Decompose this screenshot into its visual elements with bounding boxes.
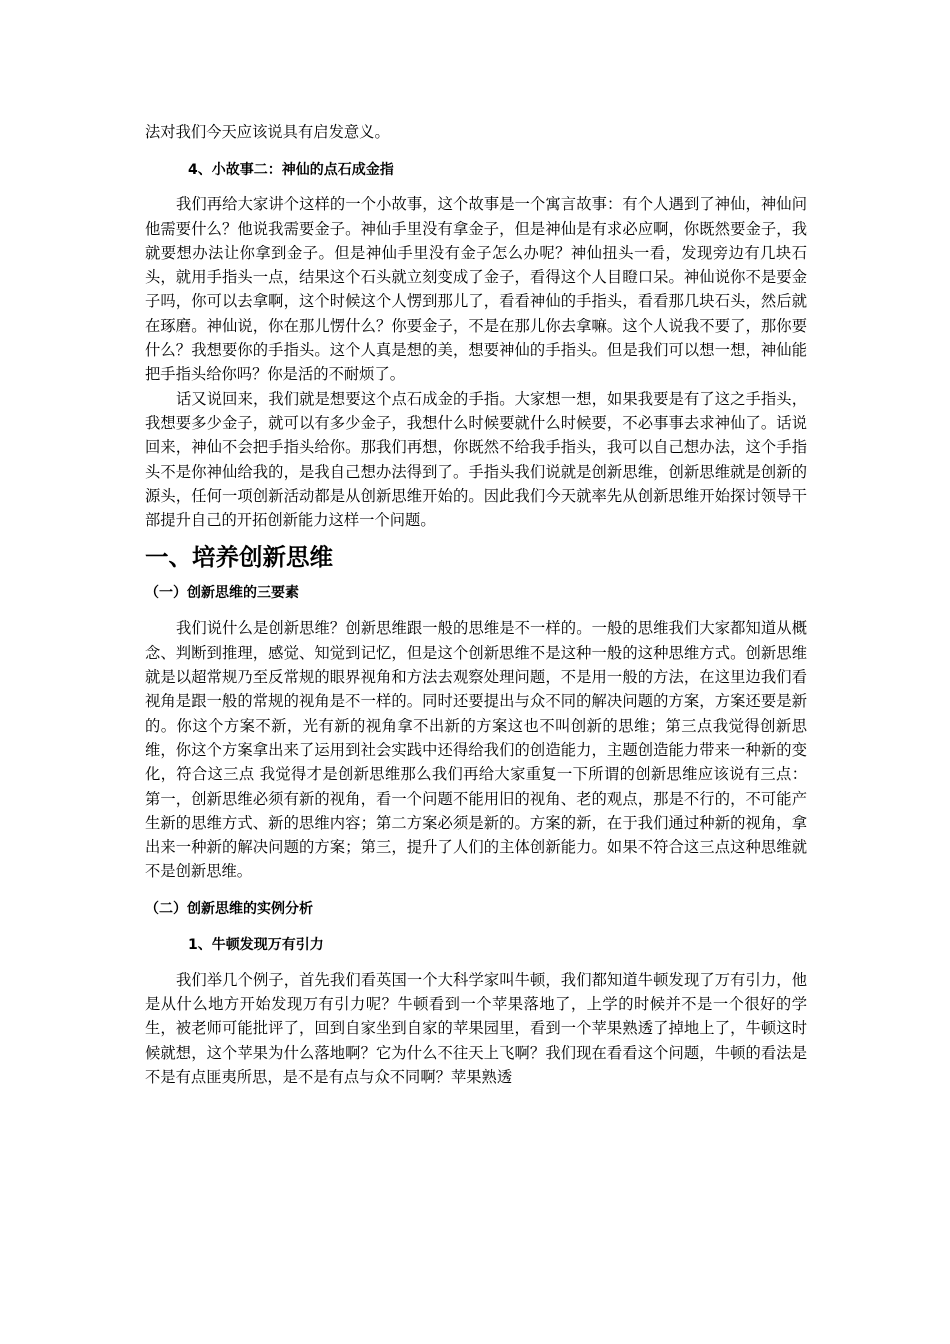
heading-subsection-one: （一）创新思维的三要素 <box>145 585 299 602</box>
heading-section-one: 一、培养创新思维 <box>145 543 333 572</box>
paragraph-story-two-a: 我们再给大家讲个这样的一个小故事，这个故事是一个寓言故事：有个人遇到了神仙，神仙问他需要什么？他说我需要金子。神仙手里没有拿金子，但是神仙是有求必应啊，你既然要金子，我就要想办法让你拿到金子。但是神仙手里没有金子怎么办呢？神仙扭头一看，发现旁边有几块石头，就用手指头一点，结果这个石头就立刻变成了金子，看得这个人目瞪口呆。神仙说你不是要金子吗，你可以去拿啊，这个时候这个人愣到那儿了，看看神仙的手指头，看看那几块石头，然后就在琢磨。神仙说，你在那儿愣什么？你要金子，不是在那儿你去拿嘛。这个人说我不要了，那你要什么？我想要你的手指头。这个人真是想的美，想要神仙的手指头。但是我们可以想一想，神仙能把手指头给你吗？你是活的不耐烦了。 <box>145 195 807 384</box>
paragraph-newton: 我们举几个例子，首先我们看英国一个大科学家叫牛顿，我们都知道牛顿发现了万有引力，他是从什么地方开始发现万有引力呢？牛顿看到一个苹果落地了，上学的时候并不是一个很好的学生，被老师可能批评了，回到自家坐到自家的苹果园里，看到一个苹果熟透了掉地上了，牛顿这时候就想，这个苹果为什么落地啊？它为什么不往天上飞啊？我们现在看看这个问题，牛顿的看法是不是有点匪夷所思，是不是有点与众不同啊？苹果熟透 <box>145 970 807 1086</box>
paragraph-intro-tail: 法对我们今天应该说具有启发意义。 <box>145 123 390 141</box>
document-body <box>145 120 807 1089</box>
heading-subsection-two: （二）创新思维的实例分析 <box>145 900 313 917</box>
paragraph-subsection-one: 我们说什么是创新思维？创新思维跟一般的思维是不一样的。一般的思维我们大家都知道从概念、判断到推理，感觉、知觉到记忆，但是这个创新思维不是这种一般的这种思维方式。创新思维就是以超常规乃至反常规的眼界视角和方法去观察处理问题，不是用一般的方法，在这里边我们看视角是跟一般的常规的视角是不一样的。同时还要提出与众不同的解决问题的方案，方案还要是新的。你这个方案不新，光有新的视角拿不出新的方案这也不叫创新的思维；第三点我觉得创新思维，你这个方案拿出来了运用到社会实践中还得给我们的创造能力，主题创造能力带来一种新的变化，符合这三点 我觉得才是创新思维那么我们再给大家重复一下所谓的创新思维应该说有三点：第一，创新思维必须有新的视角，看一个问题不能用旧的视角、老的观点，那是不行的，不可能产生新的思维方式、新的思维内容；第二方案必须是新的。方案的新，在于我们通过种新的视角，拿出来一种新的解决问题的方案；第三，提升了人们的主体创新能力。如果不符合这三点这种思维就不是创新思维。 <box>145 619 807 881</box>
heading-story-two: 4、小故事二：神仙的点石成金指 <box>188 162 394 179</box>
paragraph-story-two-b: 话又说回来，我们就是想要这个点石成金的手指。大家想一想，如果我要是有了这之手指头，我想要多少金子，就可以有多少金子，我想什么时候要就什么时候要，不必事事去求神仙了。话说回来，神仙不会把手指头给你。那我们再想，你既然不给我手指头，我可以自己想办法，这个手指头不是你神仙给我的，是我自己想办法得到了。手指头我们说就是创新思维，创新思维就是创新的源头，任何一项创新活动都是从创新思维开始的。因此我们今天就率先从创新思维开始探讨领导干部提升自己的开拓创新能力这样一个问题。 <box>145 389 807 530</box>
heading-newton: 1、牛顿发现万有引力 <box>188 936 324 953</box>
